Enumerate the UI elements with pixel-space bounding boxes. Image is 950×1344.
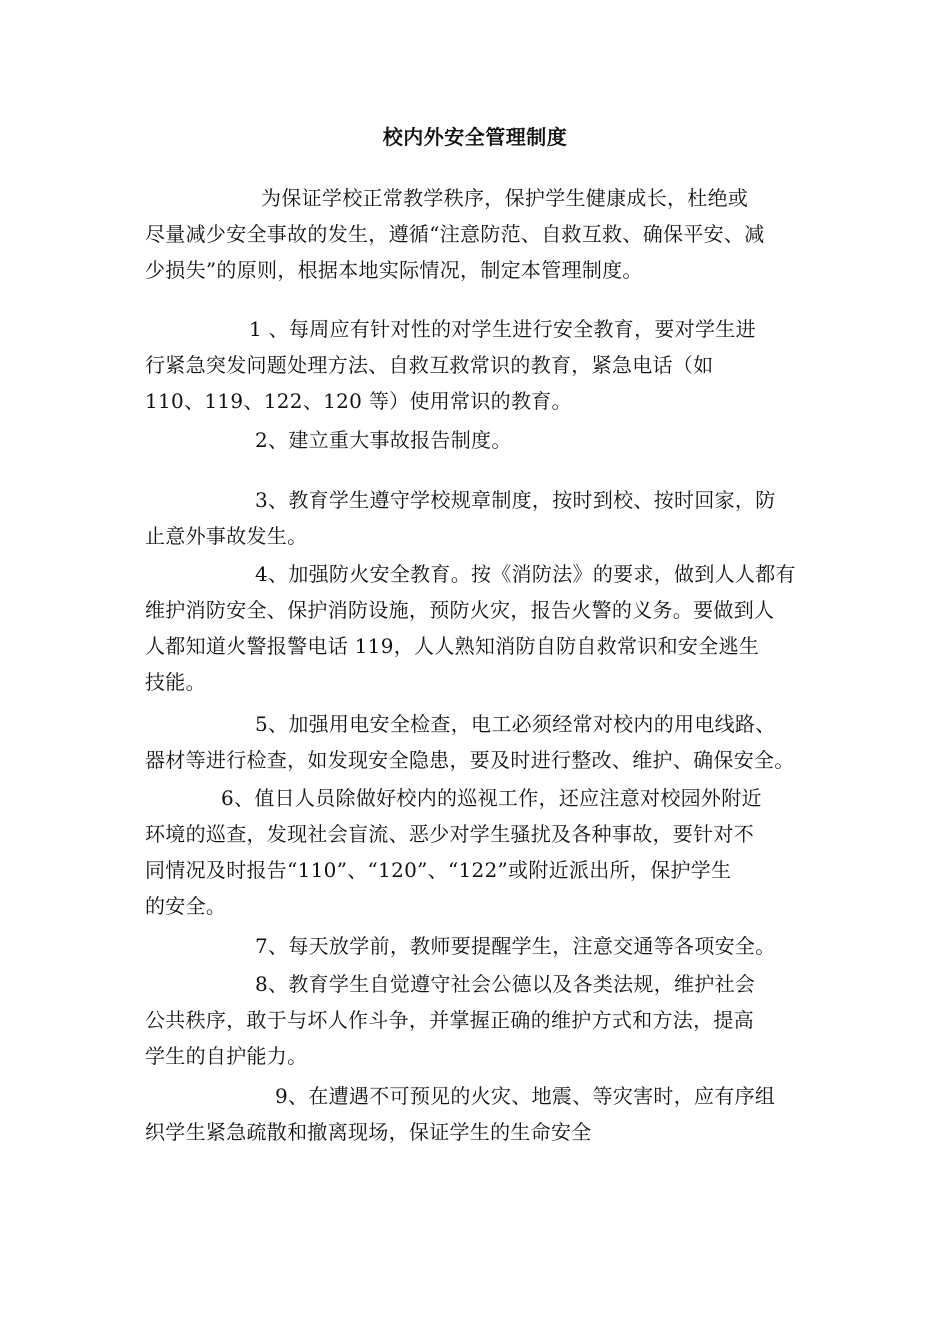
text-line: 为保证学校正常教学秩序，保护学生健康成长，杜绝或 (261, 186, 749, 210)
text-line: 止意外事故发生。 (145, 524, 308, 548)
text-line: 学生的自护能力。 (145, 1044, 308, 1068)
text-line: 器材等进行检查，如发现安全隐患，要及时进行整改、维护、确保安全。 (145, 748, 795, 772)
text-line: 1 、每周应有针对性的对学生进行安全教育，要对学生进 (249, 317, 756, 341)
text-line: 人都知道火警报警电话 119，人人熟知消防自防自救常识和安全逃生 (145, 634, 760, 658)
text-line: 织学生紧急疏散和撤离现场，保证学生的生命安全 (145, 1120, 592, 1144)
rule-7-paragraph (145, 928, 813, 964)
text-line: 110、119、122、120 等）使用常识的教育。 (145, 389, 572, 413)
text-line: 3、教育学生遵守学校规章制度，按时到校、按时回家，防 (255, 488, 776, 512)
rule-2-paragraph (145, 422, 813, 458)
document-title: 校内外安全管理制度 (382, 125, 568, 149)
text-line: 尽量减少安全事故的发生，遵循“注意防范、自救互救、确保平安、减 (145, 222, 765, 246)
rule-5-paragraph (145, 706, 813, 778)
text-line: 6、值日人员除做好校内的巡视工作，还应注意对校园外附近 (221, 786, 762, 810)
rule-6-paragraph (145, 780, 813, 924)
text-line: 5、加强用电安全检查，电工必须经常对校内的用电线路、 (255, 712, 776, 736)
text-line: 维护消防安全、保护消防设施，预防火灾，报告火警的义务。要做到人 (145, 598, 775, 622)
text-line: 环境的巡查，发现社会盲流、恶少对学生骚扰及各种事故，要针对不 (145, 822, 754, 846)
text-line: 行紧急突发问题处理方法、自救互救常识的教育，紧急电话（如 (145, 353, 714, 377)
rule-3-paragraph (145, 482, 813, 554)
text-line: 7、每天放学前，教师要提醒学生，注意交通等各项安全。 (255, 934, 776, 958)
text-line: 8、教育学生自觉遵守社会公德以及各类法规，维护社会 (255, 972, 756, 996)
rule-4-paragraph (145, 556, 813, 700)
text-line: 2、建立重大事故报告制度。 (255, 428, 512, 452)
text-line: 9、在遭遇不可预见的火灾、地震、等灾害时，应有序组 (275, 1084, 776, 1108)
text-line: 公共秩序，敢于与坏人作斗争，并掌握正确的维护方式和方法，提高 (145, 1008, 754, 1032)
text-line: 4、加强防火安全教育。按《消防法》的要求，做到人人都有 (255, 562, 796, 586)
text-line: 的安全。 (145, 894, 227, 918)
rule-9-paragraph (145, 1078, 813, 1150)
text-line: 少损失”的原则，根据本地实际情况，制定本管理制度。 (145, 258, 643, 282)
text-line: 技能。 (145, 670, 206, 694)
rule-8-paragraph (145, 966, 813, 1074)
rule-1-paragraph (145, 311, 813, 419)
text-line: 同情况及时报告“110”、“120”、“122”或附近派出所，保护学生 (145, 858, 732, 882)
intro-paragraph (145, 180, 813, 288)
